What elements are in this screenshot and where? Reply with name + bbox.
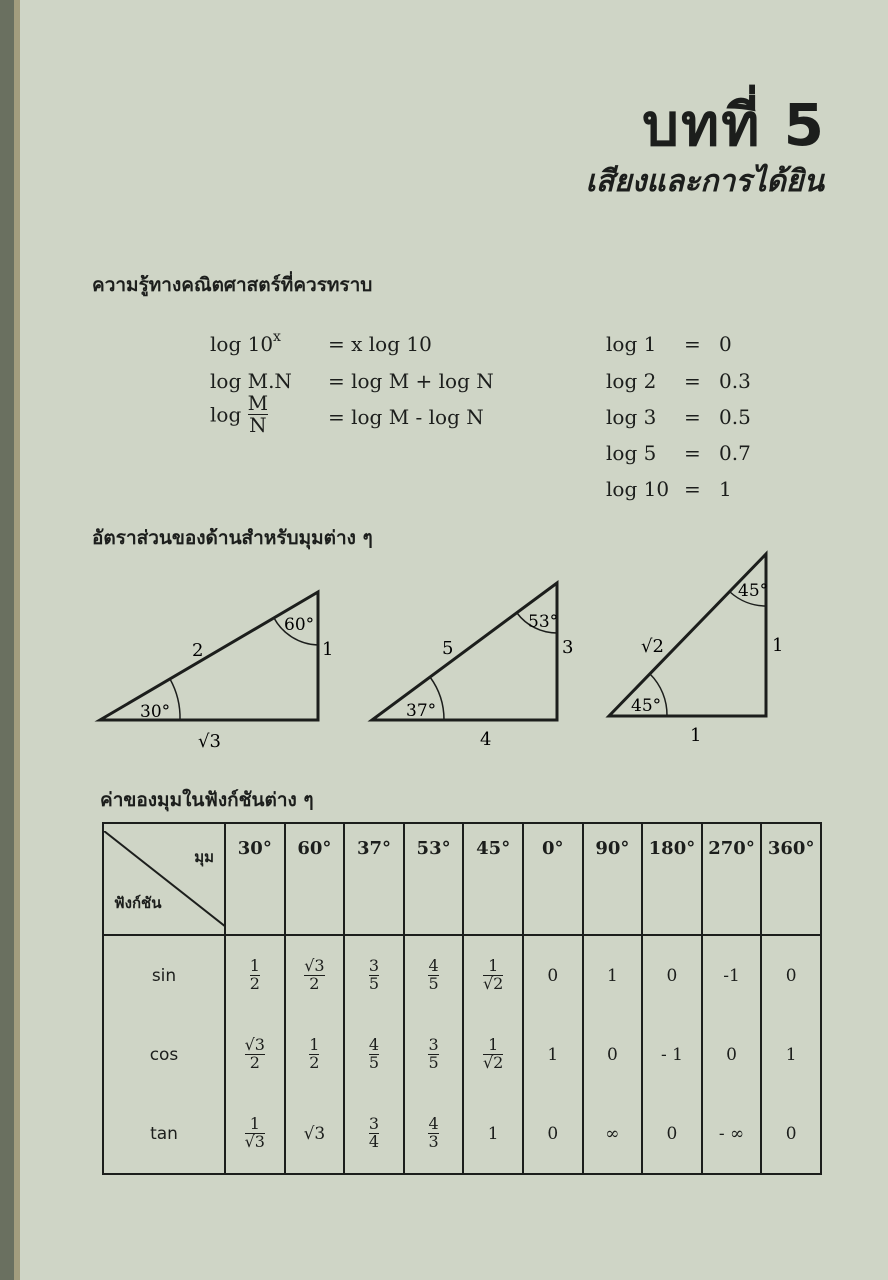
formula-1-right: = x log 10 bbox=[328, 332, 432, 356]
triangle-3-base-label: 1 bbox=[690, 725, 702, 746]
fraction-numerator: 1 bbox=[249, 956, 260, 976]
triangle-1-angle-top: 60° bbox=[284, 615, 315, 635]
log-value-expr: log 10 bbox=[606, 477, 670, 501]
log-value-equals: = bbox=[684, 477, 701, 501]
angle-header-cell: 270° bbox=[702, 823, 762, 935]
table-value-cell bbox=[404, 935, 464, 1015]
log-value-expr: log 5 bbox=[606, 441, 657, 465]
table-header-row bbox=[103, 823, 821, 935]
angle-header-cell: 360° bbox=[761, 823, 821, 935]
table-value-cell bbox=[463, 935, 523, 1015]
table-value-cell bbox=[285, 935, 345, 1015]
log-value-equals: = bbox=[684, 332, 701, 356]
table-value-cell: - ∞ bbox=[702, 1094, 762, 1174]
table-value-cell bbox=[344, 935, 404, 1015]
fraction-denominator: 2 bbox=[309, 974, 320, 993]
fraction-denominator: 5 bbox=[368, 1053, 380, 1072]
table-value-cell bbox=[225, 1015, 285, 1094]
table-value-cell bbox=[285, 1015, 345, 1094]
table-value-cell: - 1 bbox=[642, 1015, 702, 1094]
table-body bbox=[103, 935, 821, 1174]
angle-header-cell: 53° bbox=[404, 823, 464, 935]
fraction bbox=[245, 1116, 265, 1151]
table-value-cell: 0 bbox=[761, 1094, 821, 1174]
fraction bbox=[245, 1037, 265, 1072]
fraction-numerator: 3 bbox=[368, 1114, 380, 1134]
table-value-cell: 1 bbox=[583, 935, 643, 1015]
log-value-result: 0.3 bbox=[719, 369, 751, 393]
triangle-45-45 bbox=[609, 554, 783, 746]
table-value-cell: 0 bbox=[702, 1015, 762, 1094]
trig-values-table bbox=[102, 822, 822, 1175]
table-value-cell bbox=[404, 1015, 464, 1094]
table-value-cell: √3 bbox=[285, 1094, 345, 1174]
formula-3-left: log $\frac{M}{N}$ bbox=[210, 391, 269, 437]
fraction-denominator: 5 bbox=[428, 974, 439, 993]
fraction-numerator: 4 bbox=[368, 1035, 380, 1055]
table-row bbox=[103, 1015, 821, 1094]
triangle-1-side-label: 1 bbox=[322, 639, 334, 660]
triangle-2-hyp-label: 5 bbox=[442, 638, 454, 659]
triangle-3-angle-top: 45° bbox=[738, 581, 769, 601]
angle-arc-30 bbox=[170, 679, 180, 720]
angle-header-cell: 30° bbox=[225, 823, 285, 935]
log-value-result: 0 bbox=[719, 332, 732, 356]
fraction-numerator: √3 bbox=[244, 1035, 265, 1055]
fraction bbox=[369, 1116, 379, 1151]
formula-2-left: log M.N bbox=[210, 369, 292, 393]
table-value-cell: 1 bbox=[761, 1015, 821, 1094]
table-value-cell: 1 bbox=[463, 1094, 523, 1174]
section-heading-math: ความรู้ทางคณิตศาสตร์ที่ควรทราบ bbox=[92, 274, 373, 296]
table-corner-cell bbox=[103, 823, 225, 935]
triangle-3-side-label: 1 bbox=[772, 635, 784, 656]
triangle-45-45-shape bbox=[609, 554, 769, 716]
triangle-30-60-shape bbox=[100, 592, 318, 720]
table-value-cell: 0 bbox=[642, 935, 702, 1015]
fraction bbox=[250, 958, 260, 993]
fraction-numerator: 1 bbox=[249, 1114, 260, 1134]
section-heading-ratio: อัตราส่วนของด้านสำหรับมุมต่าง ๆ bbox=[92, 527, 373, 549]
table-row bbox=[103, 1094, 821, 1174]
fraction-denominator: √3 bbox=[244, 1132, 265, 1151]
triangle-37-53 bbox=[372, 583, 573, 750]
table-value-cell: 0 bbox=[761, 935, 821, 1015]
triangle-37-53-shape bbox=[372, 583, 557, 720]
fraction bbox=[369, 958, 379, 993]
triangle-30-60 bbox=[100, 592, 333, 752]
function-name-cell: cos bbox=[103, 1015, 225, 1094]
fraction-numerator: 4 bbox=[428, 956, 439, 976]
table-value-cell bbox=[404, 1094, 464, 1174]
table-value-cell: 0 bbox=[583, 1015, 643, 1094]
fraction-numerator: 3 bbox=[428, 1035, 439, 1055]
fraction bbox=[483, 958, 503, 993]
fraction-denominator: √2 bbox=[482, 1053, 504, 1072]
formula-1-left: log 10$^x$ bbox=[210, 329, 281, 356]
table-value-cell: 1 bbox=[523, 1015, 583, 1094]
log-value-equals: = bbox=[684, 369, 701, 393]
fraction-numerator: 1 bbox=[488, 956, 499, 976]
fraction-denominator: 2 bbox=[249, 974, 260, 993]
fraction-denominator: 2 bbox=[309, 1053, 320, 1072]
fraction bbox=[483, 1037, 503, 1072]
log-value-expr: log 2 bbox=[606, 369, 657, 393]
corner-function-label: ฟังก์ชัน bbox=[114, 894, 162, 912]
table-value-cell bbox=[463, 1015, 523, 1094]
corner-angle-label: มุม bbox=[194, 848, 214, 866]
formula-3-fraction: $\frac{M}{N}$ bbox=[247, 391, 269, 437]
fraction-numerator: 1 bbox=[309, 1035, 320, 1055]
log-value-expr: log 1 bbox=[606, 332, 657, 356]
fraction bbox=[428, 958, 438, 993]
chapter-title: บทที่ 5 bbox=[642, 91, 826, 159]
fraction-numerator: √3 bbox=[304, 956, 325, 976]
table-value-cell bbox=[225, 1094, 285, 1174]
fraction bbox=[369, 1037, 379, 1072]
angle-header-cell: 45° bbox=[463, 823, 523, 935]
fraction bbox=[309, 1037, 319, 1072]
table-value-cell: 0 bbox=[523, 935, 583, 1015]
angle-header-cell: 37° bbox=[344, 823, 404, 935]
log-value-result: 0.5 bbox=[719, 405, 751, 429]
fraction-denominator: 5 bbox=[428, 1053, 439, 1072]
triangle-1-base-label: √3 bbox=[198, 731, 221, 752]
section-heading-table: ค่าของมุมในฟังก์ชันต่าง ๆ bbox=[100, 789, 314, 811]
table-value-cell bbox=[344, 1015, 404, 1094]
log-value-result: 0.7 bbox=[719, 441, 751, 465]
triangles-figure bbox=[0, 545, 888, 785]
fraction bbox=[428, 1037, 438, 1072]
table-value-cell: ∞ bbox=[583, 1094, 643, 1174]
angle-header-cell: 60° bbox=[285, 823, 345, 935]
triangle-2-base-label: 4 bbox=[480, 729, 492, 750]
function-name-cell: sin bbox=[103, 935, 225, 1015]
triangle-3-angle-bottom: 45° bbox=[631, 696, 662, 716]
chapter-subtitle: เสียงและการได้ยิน bbox=[585, 164, 824, 199]
fraction-denominator: √2 bbox=[482, 974, 504, 993]
fraction-numerator: 1 bbox=[488, 1035, 499, 1055]
triangle-3-hyp-label: √2 bbox=[641, 636, 664, 657]
angle-header-cell: 0° bbox=[523, 823, 583, 935]
table-value-cell: 0 bbox=[642, 1094, 702, 1174]
fraction-denominator: 4 bbox=[368, 1132, 380, 1151]
triangle-2-angle-top: 53° bbox=[528, 612, 559, 632]
formula-2-right: = log M + log N bbox=[328, 369, 494, 393]
triangle-2-side-label: 3 bbox=[562, 637, 574, 658]
function-name-cell: tan bbox=[103, 1094, 225, 1174]
triangle-1-hyp-label: 2 bbox=[192, 640, 204, 661]
formula-1-superscript: x bbox=[273, 329, 281, 345]
fraction bbox=[304, 958, 324, 993]
fraction-numerator: 4 bbox=[428, 1114, 439, 1134]
table-value-cell bbox=[225, 935, 285, 1015]
table-row bbox=[103, 935, 821, 1015]
table-value-cell: 0 bbox=[523, 1094, 583, 1174]
angle-header-cell: 90° bbox=[583, 823, 643, 935]
fraction-numerator: 3 bbox=[368, 956, 380, 976]
triangle-1-angle-bottom: 30° bbox=[140, 702, 171, 722]
log-value-equals: = bbox=[684, 405, 701, 429]
log-value-equals: = bbox=[684, 441, 701, 465]
log-value-expr: log 3 bbox=[606, 405, 657, 429]
table-value-cell bbox=[344, 1094, 404, 1174]
log-value-result: 1 bbox=[719, 477, 732, 501]
fraction bbox=[428, 1116, 438, 1151]
triangle-2-angle-bottom: 37° bbox=[406, 701, 437, 721]
fraction-denominator: 2 bbox=[249, 1053, 260, 1072]
fraction-denominator: 3 bbox=[428, 1132, 439, 1151]
fraction-denominator: 5 bbox=[368, 974, 380, 993]
angle-header-cell: 180° bbox=[642, 823, 702, 935]
formula-3-right: = log M - log N bbox=[328, 405, 484, 429]
table-value-cell: -1 bbox=[702, 935, 762, 1015]
